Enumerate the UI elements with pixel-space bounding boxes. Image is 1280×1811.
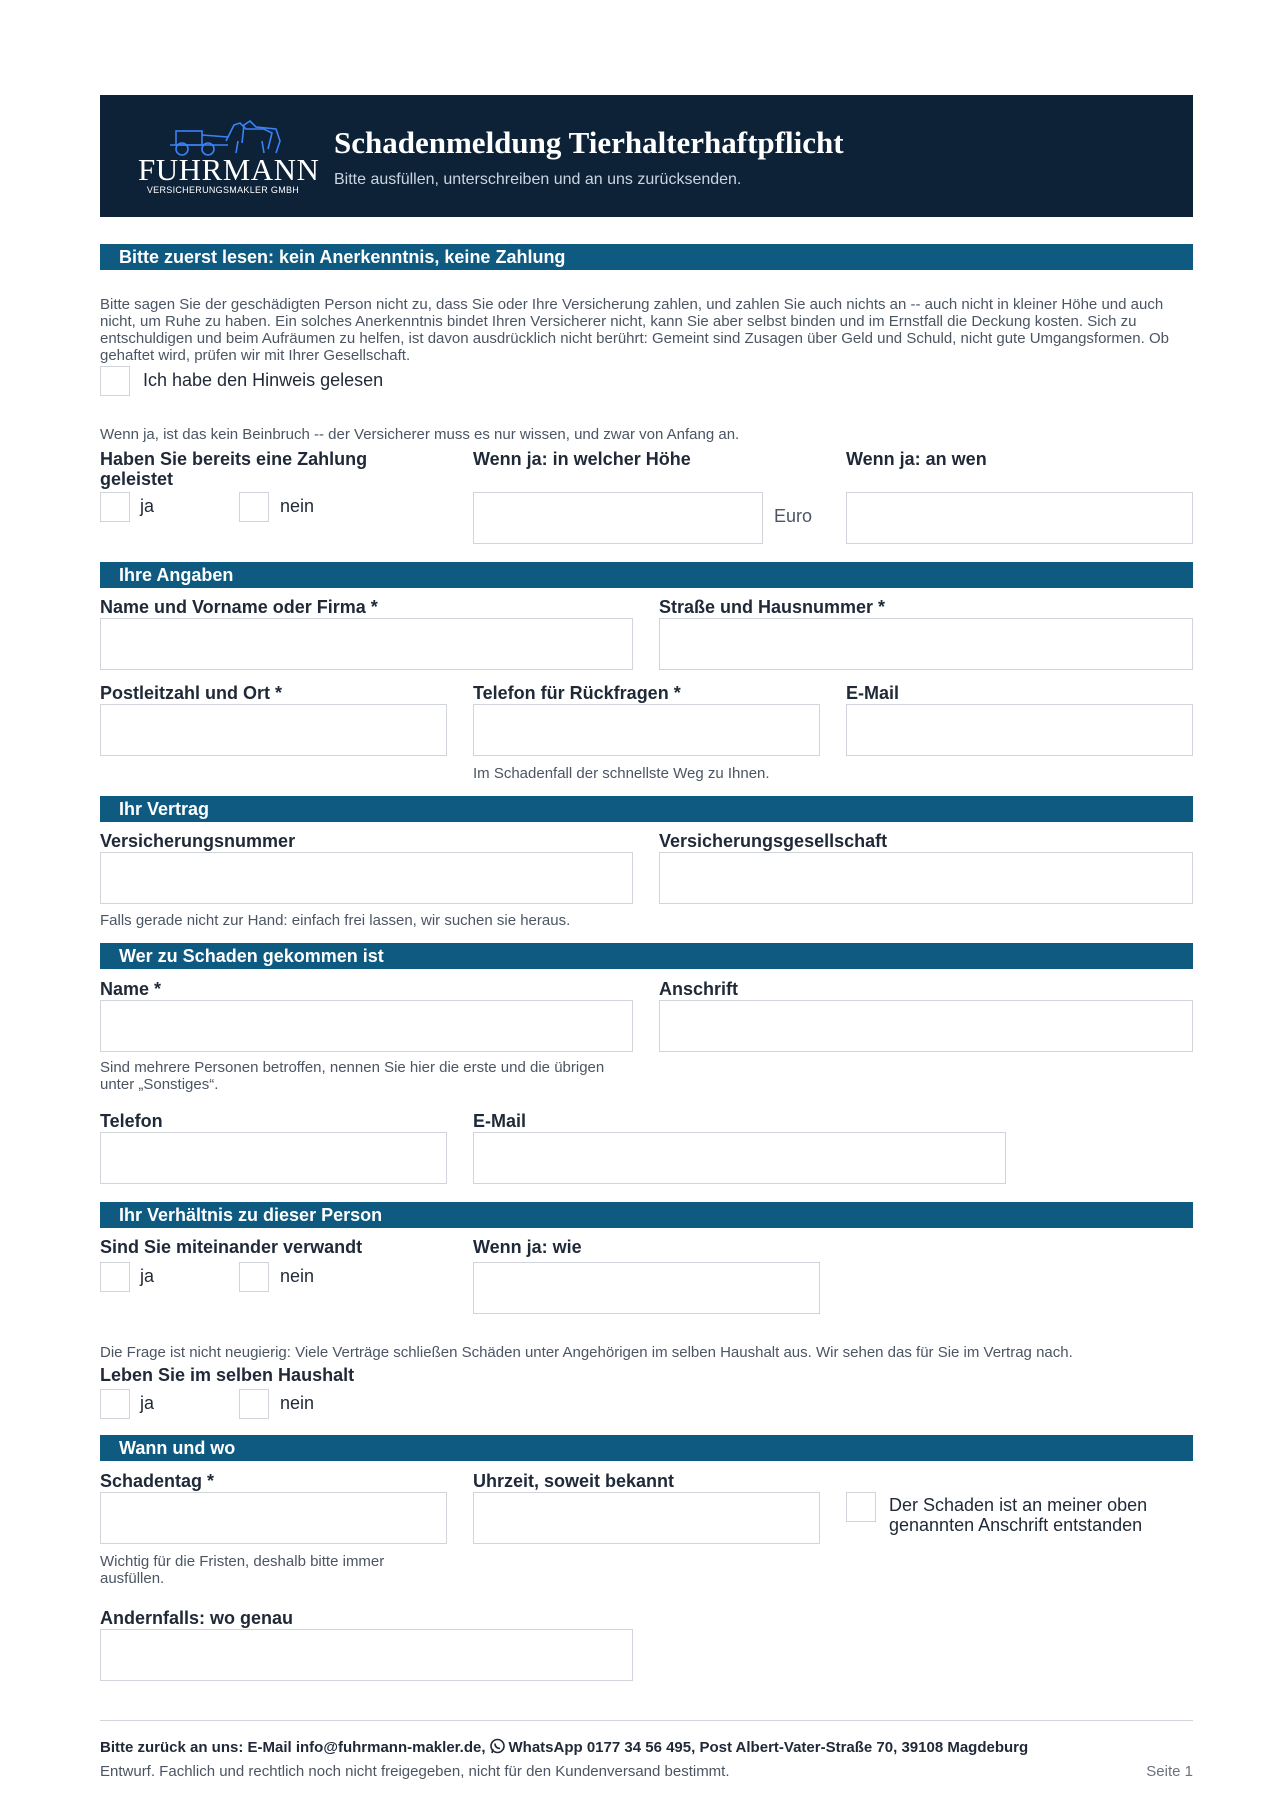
injured-hint: Sind mehrere Personen betroffen, nennen Sie hier die erste und die übrigen unter „Sonstiges“. [100, 1059, 605, 1093]
relation-how-label: Wenn ja: wie [473, 1237, 582, 1257]
date-hint: Wichtig für die Fristen, deshalb bitte immer ausfüllen. [100, 1553, 385, 1587]
insurer-field[interactable] [659, 852, 1193, 904]
phone-hint: Im Schadenfall der schnellste Weg zu Ihnen. [473, 765, 770, 782]
form-subtitle: Bitte ausfüllen, unterschreiben und an uns zurücksenden. [334, 171, 742, 188]
footer-draft-note: Entwurf. Fachlich und rechtlich noch nicht freigegeben, nicht für den Kundenversand bestimmt. [100, 1763, 730, 1780]
date-field[interactable] [100, 1492, 447, 1544]
household-yes-checkbox[interactable] [100, 1389, 130, 1419]
payment-no-checkbox[interactable] [239, 492, 269, 522]
amount-unit: Euro [774, 506, 813, 526]
street-label: Straße und Hausnummer * [659, 597, 886, 617]
name-label: Name und Vorname oder Firma * [100, 597, 378, 617]
same-address-label: Der Schaden ist an meiner oben genannten Anschrift entstanden [889, 1495, 1148, 1535]
household-no-checkbox[interactable] [239, 1389, 269, 1419]
related-yes-label: ja [140, 1266, 155, 1286]
email-label: E-Mail [846, 683, 900, 703]
payment-question-label: Haben Sie bereits eine Zahlung geleistet [100, 449, 368, 489]
footer-return-prefix: Bitte zurück an uns: E-Mail info@fuhrmann-makler.de, [100, 1739, 486, 1756]
payment-yes-label: ja [140, 496, 155, 516]
recipient-label: Wenn ja: an wen [846, 449, 987, 469]
injured-address-field[interactable] [659, 1000, 1193, 1052]
household-no-label: nein [280, 1393, 315, 1413]
injured-email-label: E-Mail [473, 1111, 527, 1131]
read-notice-label: Ich habe den Hinweis gelesen [143, 370, 384, 390]
relation-how-field[interactable] [473, 1262, 820, 1314]
injured-phone-label: Telefon [100, 1111, 163, 1131]
payment-yes-checkbox[interactable] [100, 492, 130, 522]
notice-text: Bitte sagen Sie der geschädigten Person nicht zu, dass Sie oder Ihre Versicherung zahlen, und zahlen Sie auch nichts an -- auch nicht in kleiner Höhe und auch nicht, um Ruhe zu haben. Ein solches Anerkenntnis bindet Ihren Versicherer nicht, kann Sie aber selbst binden und im Ernstfall die Deckung kosten. Sich zu entschuldigen und beim Aufräumen zu helfen, ist davon ausdrücklich nicht berührt: Gemeint sind Zusagen über Geld und Schuld, nicht gute Umgangsformen. Ob gehaftet wird, prüfen wir mit Ihrer Gesellschaft. [100, 296, 1169, 364]
phone-field[interactable] [473, 704, 820, 756]
same-address-checkbox[interactable] [846, 1492, 876, 1522]
section-notice-title: Bitte zuerst lesen: kein Anerkenntnis, keine Zahlung [100, 244, 1193, 270]
section-relation-title: Ihr Verhältnis zu dieser Person [100, 1202, 1193, 1228]
policy-number-label: Versicherungsnummer [100, 831, 296, 851]
policy-hint: Falls gerade nicht zur Hand: einfach frei lassen, wir suchen sie heraus. [100, 912, 571, 929]
time-field[interactable] [473, 1492, 820, 1544]
footer-divider [100, 1720, 1193, 1721]
household-yes-label: ja [140, 1393, 155, 1413]
email-field[interactable] [846, 704, 1193, 756]
name-field[interactable] [100, 618, 633, 670]
form-header [100, 95, 1193, 217]
amount-field[interactable] [473, 492, 763, 544]
phone-label: Telefon für Rückfragen * [473, 683, 681, 703]
whatsapp-icon [489, 1738, 506, 1759]
insurer-label: Versicherungsgesellschaft [659, 831, 888, 851]
section-injured-title: Wer zu Schaden gekommen ist [100, 943, 1193, 969]
footer-return-line [100, 1738, 1028, 1759]
relation-note: Die Frage ist nicht neugierig: Viele Verträge schließen Schäden unter Angehörigen im selben Haushalt aus. Wir sehen das für Sie im Vertrag nach. [100, 1344, 1073, 1361]
injured-address-label: Anschrift [659, 979, 739, 999]
amount-label: Wenn ja: in welcher Höhe [473, 449, 691, 469]
company-name: FUHRMANN [138, 152, 320, 187]
read-notice-checkbox[interactable] [100, 366, 130, 396]
payment-no-label: nein [280, 496, 315, 516]
street-field[interactable] [659, 618, 1193, 670]
section-personal-title: Ihre Angaben [100, 562, 1193, 588]
section-contract-title: Ihr Vertrag [100, 796, 1193, 822]
city-field[interactable] [100, 704, 447, 756]
date-label: Schadentag * [100, 1471, 215, 1491]
where-label: Andernfalls: wo genau [100, 1608, 294, 1628]
page-number: Seite 1 [1146, 1763, 1193, 1780]
recipient-field[interactable] [846, 492, 1193, 544]
where-field[interactable] [100, 1629, 633, 1681]
injured-phone-field[interactable] [100, 1132, 447, 1184]
company-subtitle: VERSICHERUNGSMAKLER GMBH [146, 185, 300, 195]
injured-email-field[interactable] [473, 1132, 1006, 1184]
related-label: Sind Sie miteinander verwandt [100, 1237, 363, 1257]
payment-note: Wenn ja, ist das kein Beinbruch -- der Versicherer muss es nur wissen, und zwar von Anfang an. [100, 426, 740, 443]
form-title: Schadenmeldung Tierhalterhaftpflicht [334, 125, 844, 160]
related-no-label: nein [280, 1266, 315, 1286]
section-when-title: Wann und wo [100, 1435, 1193, 1461]
company-logo [138, 119, 320, 199]
injured-name-field[interactable] [100, 1000, 633, 1052]
related-yes-checkbox[interactable] [100, 1262, 130, 1292]
related-no-checkbox[interactable] [239, 1262, 269, 1292]
injured-name-label: Name * [100, 979, 162, 999]
household-label: Leben Sie im selben Haushalt [100, 1365, 355, 1385]
city-label: Postleitzahl und Ort * [100, 683, 283, 703]
policy-number-field[interactable] [100, 852, 633, 904]
time-label: Uhrzeit, soweit bekannt [473, 1471, 675, 1491]
footer-return-suffix: WhatsApp 0177 34 56 495, Post Albert-Vater-Straße 70, 39108 Magdeburg [508, 1739, 1029, 1756]
